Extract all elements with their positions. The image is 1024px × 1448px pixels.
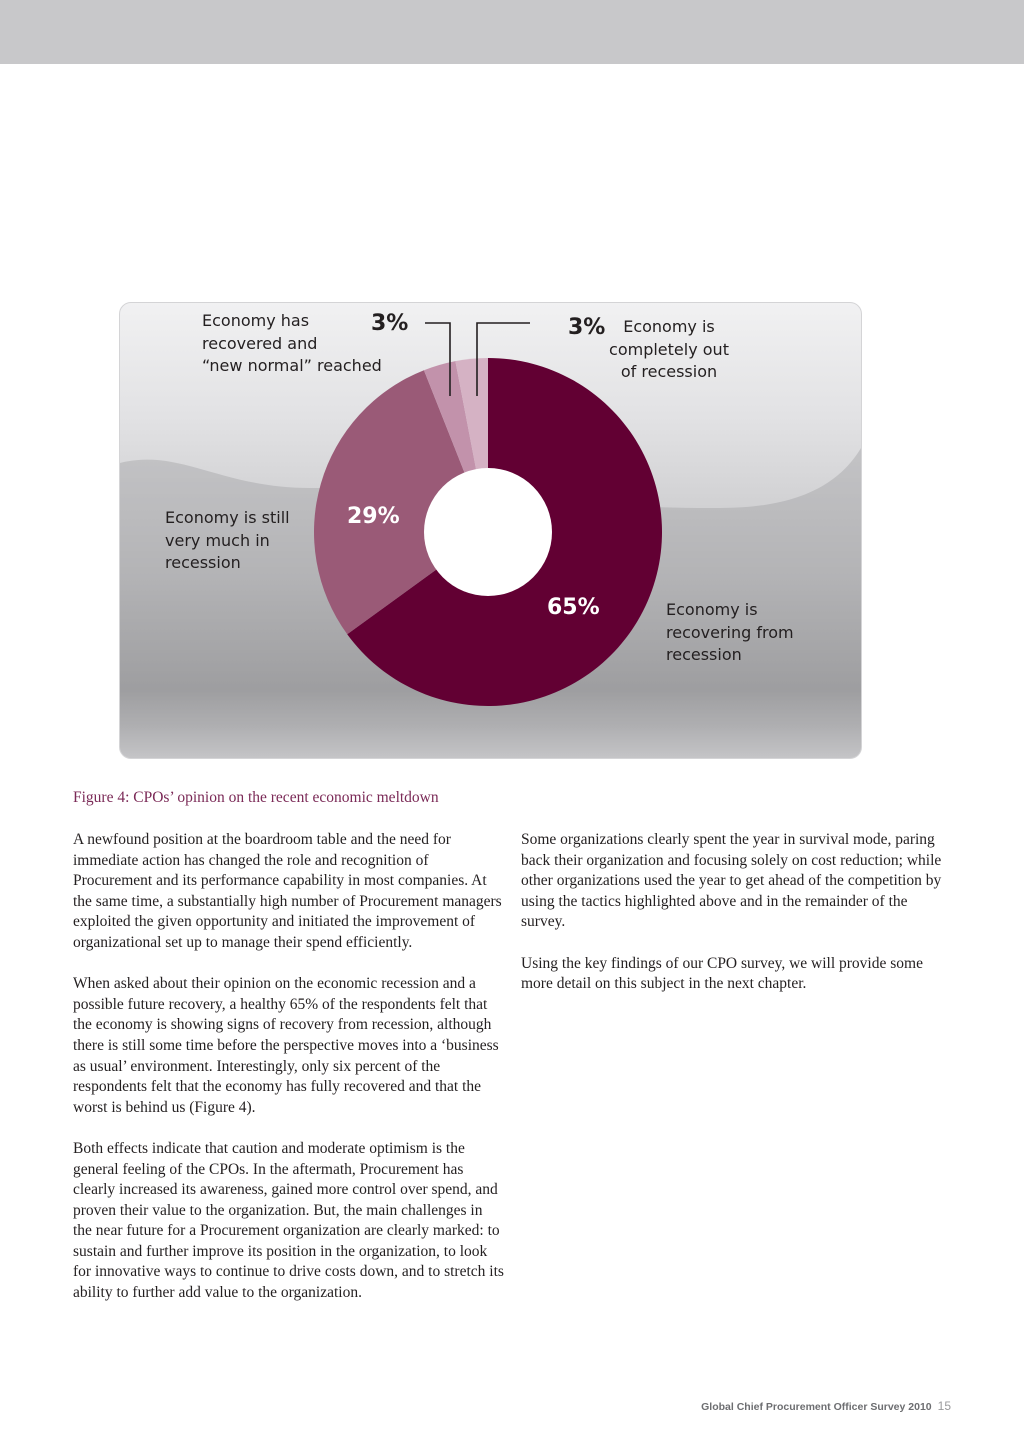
body-column-left [73, 830, 505, 1324]
body-column-right [521, 830, 946, 1015]
value-label-still: 29% [347, 504, 400, 529]
label-new-normal: Economy has recovered and “new normal” reached [202, 311, 382, 375]
label-recovering: Economy is recovering from recession [666, 600, 794, 664]
value-label-new-normal: 3% [371, 311, 409, 336]
figure-caption: Figure 4: CPOs’ opinion on the recent economic meltdown [73, 789, 439, 806]
label-out-of-recession: Economy is completely out of recession [609, 317, 729, 381]
header-band [0, 0, 1024, 64]
page-number: 15 [937, 1399, 951, 1413]
donut-hole [424, 468, 552, 596]
paragraph: Some organizations clearly spent the year in survival mode, paring back their organization and focusing solely on cost reduction; while other organizations used the year to get ahead of the competition by using the tactics highlighted above and in the remainder of the survey. [521, 831, 942, 931]
paragraph: A newfound position at the boardroom table and the need for immediate action has changed the role and recognition of Procurement and its performance capability in most companies. At the same time, a substantially high number of Procurement managers exploited the given opportunity and initiated the improvement of organizational set up to manage their spend efficiently. [73, 831, 502, 951]
paragraph: Using the key findings of our CPO survey, we will provide some more detail on this subject in the next chapter. [521, 954, 923, 993]
paragraph: When asked about their opinion on the economic recession and a possible future recovery, a healthy 65% of the respondents felt that the economy is showing signs of recovery from recession, although there is still some time before the perspective moves into a ‘business as usual’ environment. Interestingly, only six percent of the respondents felt that the economy has fully recovered and that the worst is behind us (Figure 4). [73, 975, 499, 1116]
value-label-recovering: 65% [547, 595, 600, 620]
paragraph: Both effects indicate that caution and moderate optimism is the general feeling of the CPOs. In the aftermath, Procurement has clearly increased its awareness, gained more control over spend, and proven their value to the organization. But, the main challenges in the near future for a Procurement organization are clearly marked: to sustain and further improve its position in the organization, to look for innovative ways to continue to drive costs down, and to stretch its ability to further add value to the organization. [73, 1139, 504, 1302]
page-footer [701, 1399, 951, 1413]
value-label-out: 3% [568, 315, 606, 340]
chart-panel [119, 302, 862, 759]
label-still-recession: Economy is still very much in recession [165, 508, 290, 572]
footer-title: Global Chief Procurement Officer Survey 2010 [701, 1401, 932, 1413]
